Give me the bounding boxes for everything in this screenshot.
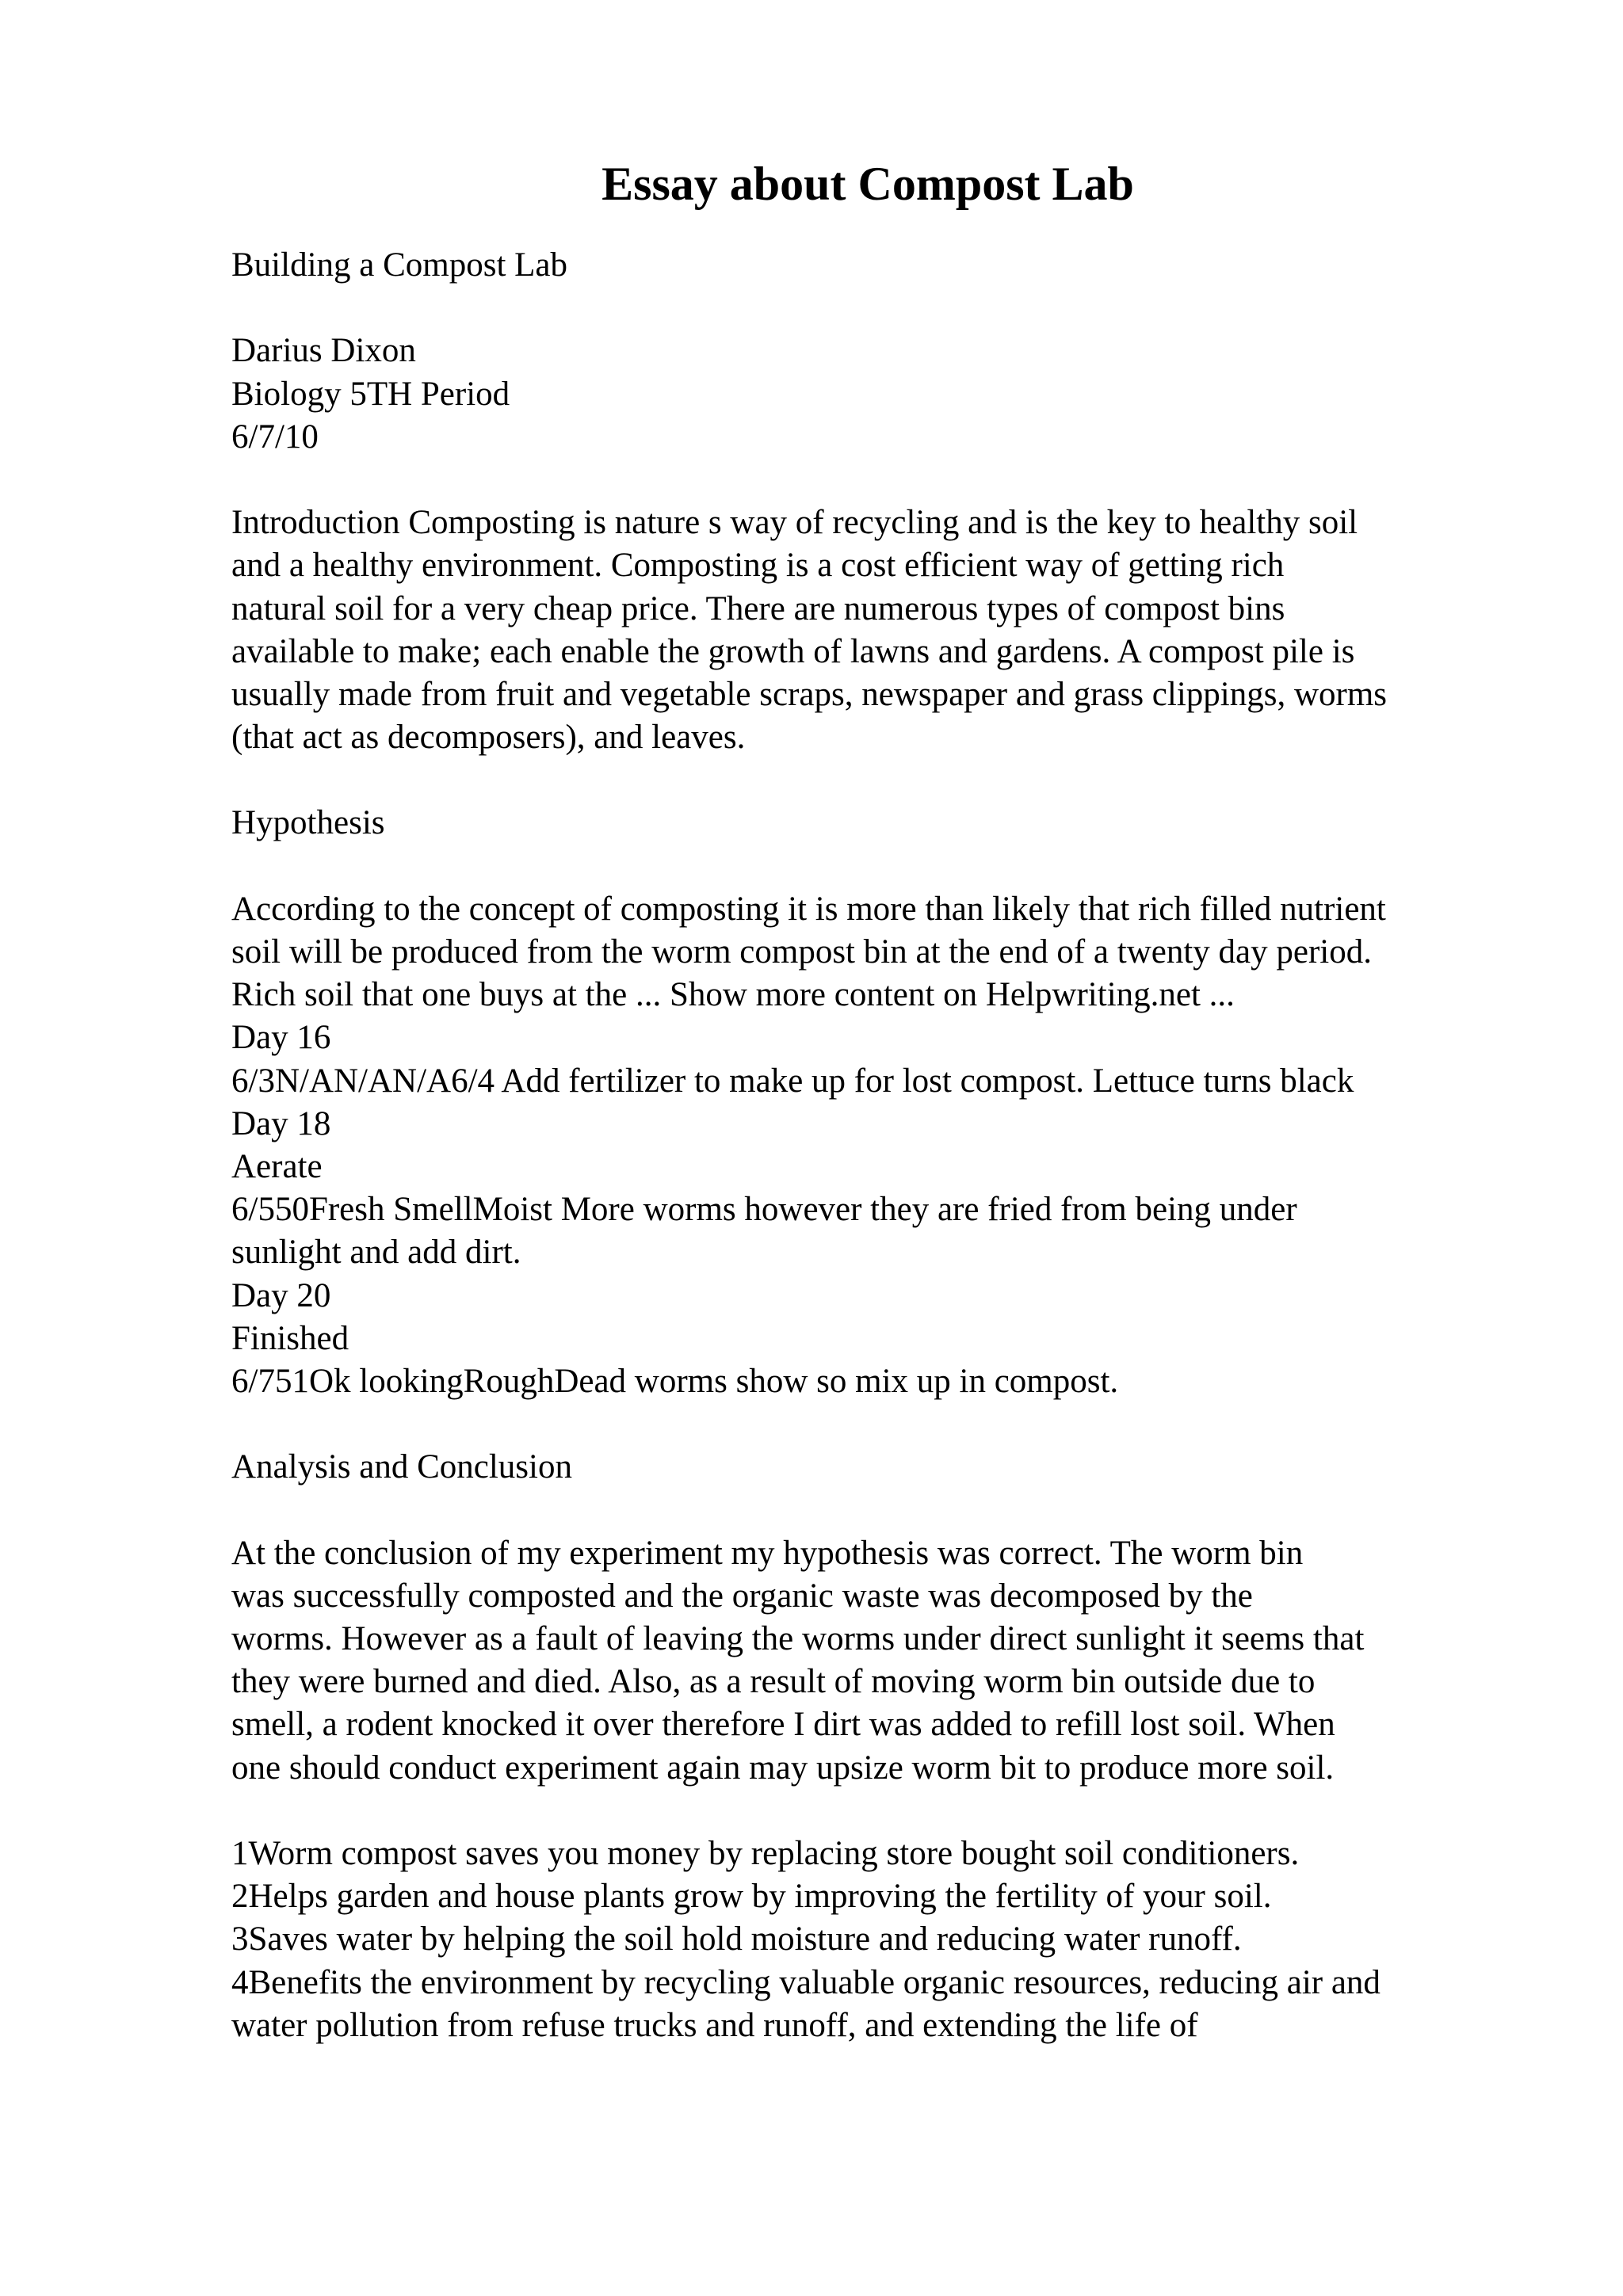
analysis-heading: Analysis and Conclusion bbox=[231, 1448, 572, 1486]
text-line: and a healthy environment. Composting is a cost efficient way of getting rich bbox=[231, 547, 1285, 585]
text-line: they were burned and died. Also, as a result of moving worm bin outside due to bbox=[231, 1663, 1316, 1701]
list-item: 3Saves water by helping the soil hold moisture and reducing water runoff. bbox=[231, 1920, 1242, 1958]
list-item: 4Benefits the environment by recycling valuable organic resources, reducing air and bbox=[231, 1963, 1381, 2001]
author-name: Darius Dixon bbox=[231, 332, 416, 370]
text-line: Rich soil that one buys at the ... Show more content on Helpwriting.net ... bbox=[231, 976, 1235, 1014]
text-line: (that act as decomposers), and leaves. bbox=[231, 719, 746, 757]
text-line: Introduction Composting is nature s way of recycling and is the key to healthy soil bbox=[231, 504, 1358, 542]
document-title: Essay about Compost Lab bbox=[601, 158, 1134, 210]
text-line: 6/3N/AN/AN/A6/4 Add fertilizer to make up for lost compost. Lettuce turns black bbox=[231, 1062, 1354, 1100]
subtitle: Building a Compost Lab bbox=[231, 246, 568, 284]
text-line: According to the concept of composting it is more than likely that rich filled nutrient bbox=[231, 890, 1386, 928]
benefits-list bbox=[231, 1833, 1515, 2047]
paragraph-gap bbox=[231, 1489, 1515, 1531]
text-line: available to make; each enable the growth of lawns and gardens. A compost pile is bbox=[231, 632, 1355, 670]
paragraph-gap bbox=[231, 459, 1515, 502]
introduction-paragraph bbox=[231, 502, 1515, 759]
text-line: At the conclusion of my experiment my hypothesis was correct. The worm bin bbox=[231, 1534, 1304, 1572]
document-date: 6/7/10 bbox=[231, 418, 319, 456]
list-item: 1Worm compost saves you money by replacing store bought soil conditioners. bbox=[231, 1834, 1300, 1872]
text-line: Aerate bbox=[231, 1147, 323, 1185]
hypothesis-heading: Hypothesis bbox=[231, 804, 385, 842]
hypothesis-paragraph bbox=[231, 888, 1515, 1403]
analysis-paragraph bbox=[231, 1532, 1515, 1790]
text-line: usually made from fruit and vegetable scraps, newspaper and grass clippings, worms bbox=[231, 675, 1388, 713]
text-line: 6/550Fresh SmellMoist More worms however they are fried from being under bbox=[231, 1191, 1297, 1229]
paragraph-gap bbox=[231, 1790, 1515, 1833]
document-body bbox=[231, 244, 1515, 2047]
text-line: sunlight and add dirt. bbox=[231, 1234, 521, 1272]
text-line: Day 16 bbox=[231, 1019, 331, 1057]
text-line: soil will be produced from the worm compost bin at the end of a twenty day period. bbox=[231, 933, 1372, 971]
list-item: 2Helps garden and house plants grow by improving the fertility of your soil. bbox=[231, 1878, 1272, 1916]
text-line: worms. However as a fault of leaving the worms under direct sunlight it seems that bbox=[231, 1620, 1365, 1657]
text-line: Day 20 bbox=[231, 1276, 331, 1314]
paragraph-gap bbox=[231, 845, 1515, 888]
class-period: Biology 5TH Period bbox=[231, 375, 510, 413]
text-line: natural soil for a very cheap price. There are numerous types of compost bins bbox=[231, 589, 1285, 627]
list-item: water pollution from refuse trucks and runoff, and extending the life of bbox=[231, 2006, 1198, 2044]
text-line: 6/751Ok lookingRoughDead worms show so mix up in compost. bbox=[231, 1362, 1119, 1400]
text-line: Day 18 bbox=[231, 1104, 331, 1142]
text-line: was successfully composted and the organic waste was decomposed by the bbox=[231, 1577, 1253, 1615]
paragraph-gap bbox=[231, 287, 1515, 330]
text-line: smell, a rodent knocked it over therefore I dirt was added to refill lost soil. When bbox=[231, 1706, 1335, 1744]
text-line: one should conduct experiment again may upsize worm bit to produce more soil. bbox=[231, 1749, 1335, 1787]
paragraph-gap bbox=[231, 1403, 1515, 1446]
paragraph-gap bbox=[231, 759, 1515, 802]
text-line: Finished bbox=[231, 1319, 349, 1357]
